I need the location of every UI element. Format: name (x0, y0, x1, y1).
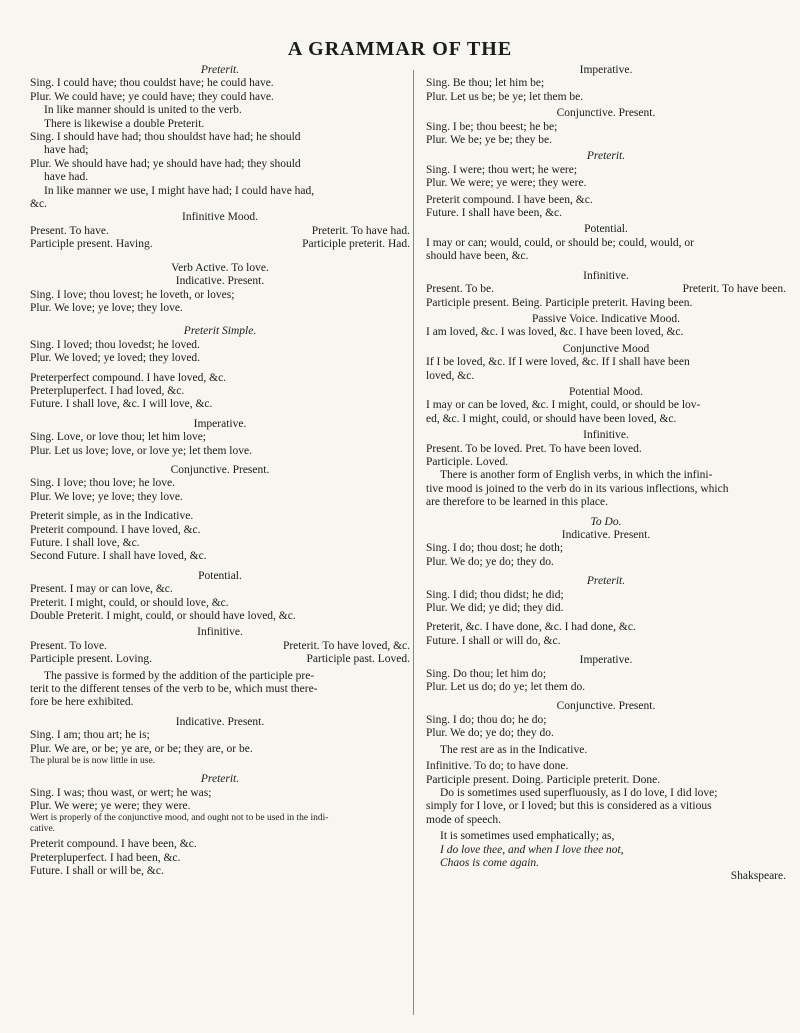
text-line: Potential. (584, 223, 628, 236)
text-line: Future. I shall have been, &c. (426, 207, 563, 220)
text-line: Plur. We love; ye love; they love. (30, 301, 183, 314)
text-line: fore be here exhibited. (30, 696, 134, 709)
text-row-pair (30, 640, 410, 653)
text-line: Preterit compound. I have been, &c. (426, 193, 593, 206)
text-line: Sing. I do; thou do; he do; (426, 713, 547, 726)
text-cell: Present. To be. (426, 283, 494, 296)
text-line: Preterit Simple. (183, 325, 257, 338)
text-cell: Preterit. To have been. (682, 283, 786, 296)
text-line: Imperative. (579, 64, 633, 76)
text-line: Imperative. (193, 417, 247, 430)
text-line: Wert is properly of the conjunctive mood, and ought not to be used in the indi- (30, 813, 329, 824)
text-line: Infinitive. (197, 626, 243, 639)
text-line: It is sometimes used emphatically; as, (440, 830, 615, 843)
column-divider (413, 70, 414, 1015)
text-line: Future. I shall love, &c. (30, 537, 140, 549)
text-line: Indicative. Present. (561, 529, 651, 541)
text-line: Preterit, &c. I have done, &c. I had done, &c. (426, 621, 636, 634)
text-line: Plur. We love; ye love; they love. (30, 490, 183, 503)
text-line: The rest are as in the Indicative. (440, 743, 588, 756)
text-cell: Preterit. To have loved, &c. (282, 639, 410, 652)
text-row-pair (30, 238, 410, 251)
text-line: I do love thee, and when I love thee not, (440, 843, 624, 856)
text-cell: Participle past. Loved. (306, 653, 410, 666)
text-line: Infinitive. To do; to have done. (426, 760, 569, 773)
spacer (30, 252, 410, 262)
text-line: Plur. We do; ye do; they do. (426, 555, 554, 568)
text-line: &c. (30, 198, 47, 211)
text-line: Second Future. I shall have loved, &c. (30, 550, 207, 563)
text-line: Preterit. I might, could, or should love, &c. (30, 596, 229, 609)
text-line: Conjunctive. Present. (556, 107, 656, 120)
text-line: Participle present. Doing. Participle preterit. Done. (426, 773, 661, 786)
text-line: Sing. I am; thou art; he is; (30, 729, 150, 742)
text-line: Plur. Let us be; be ye; let them be. (426, 90, 584, 103)
text-cell: Preterit. To have had. (311, 224, 410, 237)
text-line: Future. I shall love, &c. I will love, &c. (30, 398, 213, 411)
text-line: Shakspeare. (730, 870, 786, 883)
text-line: There is likewise a double Preterit. (44, 117, 205, 130)
text-line: Verb Active. To love. (171, 261, 269, 274)
text-row-pair (30, 225, 410, 238)
text-line: Sing. I did; thou didst; he did; (426, 588, 564, 601)
text-line: If I be loved, &c. If I were loved, &c. If I shall have been (426, 356, 690, 369)
text-line: Future. I shall or will be, &c. (30, 865, 164, 878)
text-line: Plur. Let us love; love, or love ye; let them love. (30, 444, 252, 457)
text-line: Sing. Love, or love thou; let him love; (30, 431, 206, 444)
text-line: Plur. We do; ye do; they do. (426, 727, 554, 740)
text-cell: Present. To love. (30, 639, 107, 652)
right-column (426, 64, 786, 884)
text-line: Preterpluperfect. I had loved, &c. (30, 384, 185, 397)
text-line: Plur. We be; ye be; they be. (426, 134, 552, 147)
text-line: simply for I love, or I loved; but this is considered as a vitious (426, 800, 712, 813)
text-row-pair (30, 653, 410, 666)
text-line: Conjunctive Mood (562, 342, 650, 355)
text-line: Preterit. (200, 773, 240, 786)
text-line: In like manner should is united to the verb. (44, 104, 242, 117)
text-line: There is another form of English verbs, in which the infini- (440, 469, 713, 482)
text-line: Preterit. (586, 575, 626, 588)
text-line: The plural be is now little in use. (30, 756, 156, 767)
text-line: Sing. I loved; thou lovedst; he loved. (30, 338, 200, 351)
text-line: The passive is formed by the addition of the participle pre- (44, 669, 315, 682)
text-line: mode of speech. (426, 813, 502, 826)
text-line: I may or can; would, could, or should be; could, would, or (426, 236, 694, 249)
text-line: Participle present. Being. Participle preterit. Having been. (426, 296, 693, 309)
text-line: Plur. We were; ye were; they were. (426, 177, 587, 190)
text-row-pair (426, 283, 786, 296)
text-line: loved, &c. (426, 369, 475, 382)
text-line: Sing. I do; thou dost; he doth; (426, 542, 564, 555)
text-cell: Participle preterit. Had. (302, 238, 410, 251)
text-line: Potential Mood. (568, 385, 644, 398)
text-line: Plur. We loved; ye loved; they loved. (30, 352, 201, 365)
text-line: Sing. I could have; thou couldst have; he could have. (30, 77, 274, 90)
text-line: are therefore to be learned in this place. (426, 496, 608, 509)
text-line: To Do. (590, 515, 622, 528)
text-line: Preterpluperfect. I had been, &c. (30, 851, 181, 864)
text-line: Infinitive. (583, 269, 629, 282)
text-line: Plur. We should have had; ye should have had; they should (30, 157, 301, 170)
text-line: have had. (44, 171, 89, 184)
text-cell: Present. To have. (30, 224, 109, 237)
text-line: Sing. Do thou; let him do; (426, 667, 547, 680)
text-line: Sing. I should have had; thou shouldst have had; he should (30, 131, 301, 144)
text-line: terit to the different tenses of the verb to be, which must there- (30, 683, 318, 696)
text-line: have had; (44, 144, 89, 157)
text-line: Potential. (198, 569, 242, 582)
text-line: Sing. I be; thou beest; he be; (426, 120, 558, 133)
text-line: Sing. Be thou; let him be; (426, 77, 545, 90)
text-line: Passive Voice. Indicative Mood. (531, 312, 681, 325)
text-line: Preterit compound. I have loved, &c. (30, 523, 201, 536)
text-cell: Participle present. Loving. (30, 653, 152, 666)
text-line: ed, &c. I might, could, or should have been loved, &c. (426, 412, 677, 425)
text-line: Plur. Let us do; do ye; let them do. (426, 681, 586, 694)
text-line: Plur. We were; ye were; they were. (30, 799, 191, 812)
text-line: Chaos is come again. (440, 856, 540, 869)
page-title: A GRAMMAR OF THE (287, 38, 513, 60)
text-line: Plur. We are, or be; ye are, or be; they are, or be. (30, 742, 253, 755)
text-line: I am loved, &c. I was loved, &c. I have been loved, &c. (426, 326, 684, 339)
text-line: Indicative. Present. (175, 275, 265, 288)
text-line: Sing. I love; thou love; he love. (30, 477, 176, 490)
text-line: Sing. I were; thou wert; he were; (426, 163, 578, 176)
text-line: Double Preterit. I might, could, or should have loved, &c. (30, 610, 296, 623)
text-line: I may or can be loved, &c. I might, could, or should be lov- (426, 399, 701, 412)
text-line: tive mood is joined to the verb do in its various inflections, which (426, 482, 729, 495)
text-line: Future. I shall or will do, &c. (426, 634, 561, 647)
text-line: Present. To be loved. Pret. To have been loved. (426, 442, 642, 455)
text-line: Present. I may or can love, &c. (30, 583, 173, 596)
text-line: Participle. Loved. (426, 455, 509, 468)
text-line: cative. (30, 824, 56, 835)
text-line: Preterit simple, as in the Indicative. (30, 510, 194, 523)
text-line: Conjunctive. Present. (170, 463, 270, 476)
text-line: should have been, &c. (426, 250, 529, 263)
text-line: Do is sometimes used superfluously, as I do love, I did love; (440, 786, 718, 799)
text-line: In like manner we use, I might have had; I could have had, (44, 184, 315, 197)
text-line: Imperative. (579, 654, 633, 667)
text-cell: Participle present. Having. (30, 238, 153, 251)
text-line: Infinitive. (583, 429, 629, 442)
text-line: Conjunctive. Present. (556, 700, 656, 713)
text-line: Preterperfect compound. I have loved, &c. (30, 371, 227, 384)
text-line: Preterit. (200, 64, 240, 76)
spacer (30, 315, 410, 325)
text-line: Plur. We did; ye did; they did. (426, 602, 564, 615)
text-line: Preterit compound. I have been, &c. (30, 838, 197, 851)
text-line: Infinitive Mood. (181, 211, 259, 224)
text-line: Sing. I love; thou lovest; he loveth, or loves; (30, 288, 235, 301)
text-line: Sing. I was; thou wast, or wert; he was; (30, 786, 212, 799)
text-line: Indicative. Present. (175, 715, 265, 728)
text-line: Plur. We could have; ye could have; they could have. (30, 90, 274, 103)
text-line: Preterit. (586, 150, 626, 163)
left-column (30, 64, 410, 879)
